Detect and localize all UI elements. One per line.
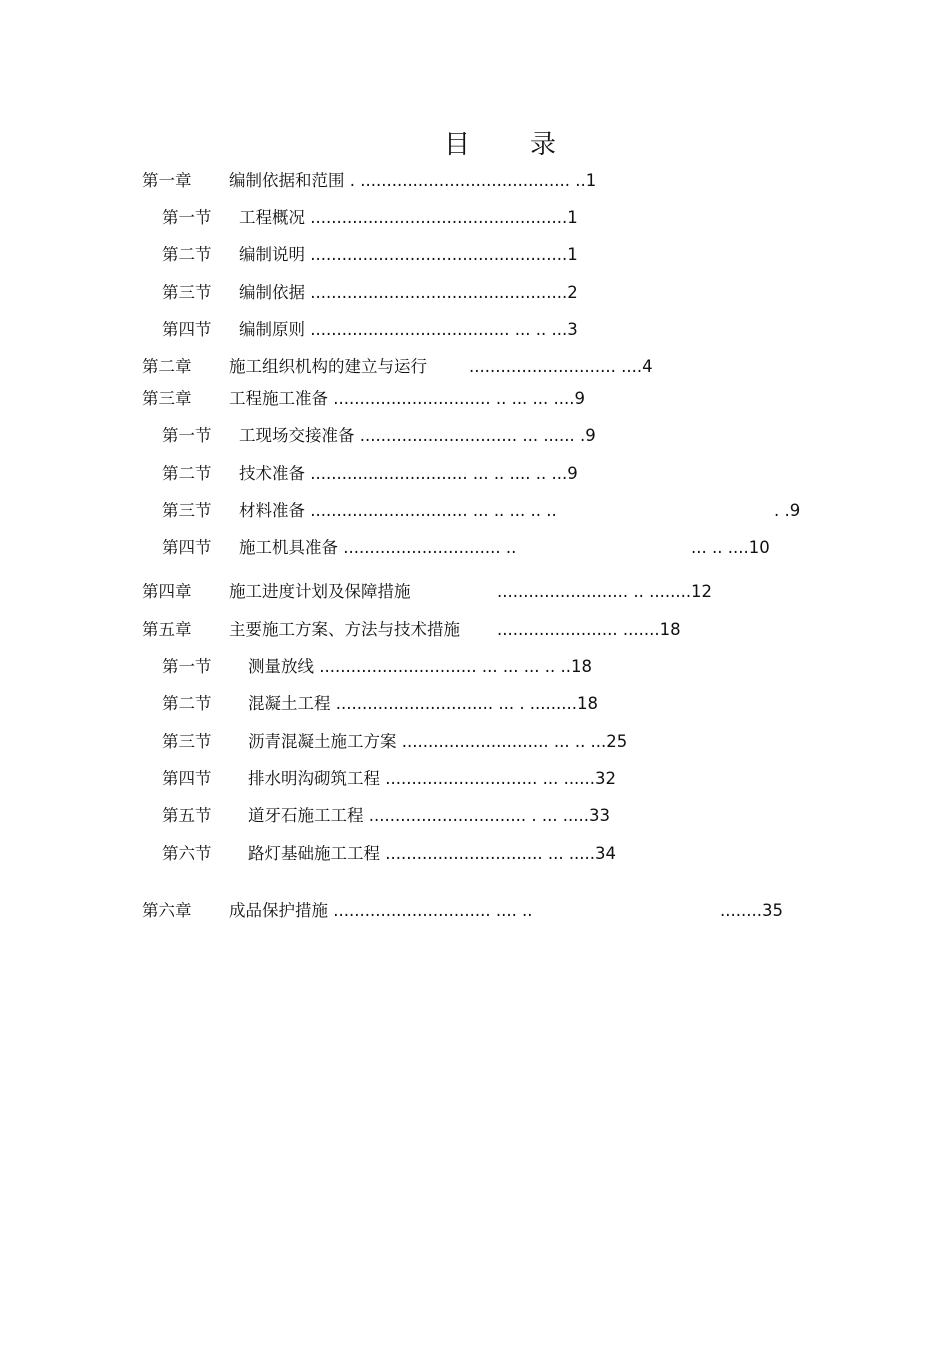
entry-label: 第一节 xyxy=(162,208,212,227)
entry-text: 技术准备 .............................. ... .. .... .. ...9 xyxy=(239,464,578,483)
entry-dots-page: ........35 xyxy=(720,901,783,920)
entry-text: 材料准备 .............................. ... .. ... .. .. xyxy=(239,501,557,520)
entry-dots-page: . .9 xyxy=(774,501,801,520)
entry-label: 第一章 xyxy=(142,171,192,190)
entry-text: 混凝土工程 .............................. ... . .........18 xyxy=(248,694,599,713)
entry-dots-page: ....................... .......18 xyxy=(497,620,681,639)
entry-label: 第五节 xyxy=(162,806,212,825)
entry-text: 沥青混凝土施工方案 ............................ ... .. ...25 xyxy=(248,732,628,751)
entry-label: 第三节 xyxy=(162,501,212,520)
entry-text: 施工机具准备 .............................. .. xyxy=(239,538,517,557)
entry-text: 工程概况 .................................................1 xyxy=(239,208,578,227)
entry-text: 工程施工准备 .............................. .. ... ... ....9 xyxy=(229,389,586,408)
entry-label: 第三节 xyxy=(162,283,212,302)
entry-label: 第一节 xyxy=(162,426,212,445)
entry-label: 第四节 xyxy=(162,320,212,339)
entry-text: 编制依据和范围 . ........................................ ..1 xyxy=(229,171,597,190)
entry-label: 第三节 xyxy=(162,732,212,751)
entry-text: 工现场交接准备 .............................. ... ...... .9 xyxy=(239,426,596,445)
entry-text: 施工进度计划及保障措施 xyxy=(229,582,411,601)
entry-text: 道牙石施工工程 .............................. . ... .....33 xyxy=(248,806,611,825)
entry-dots-page: ............................ ....4 xyxy=(469,357,653,376)
entry-text: 编制原则 ...................................... ... .. ...3 xyxy=(239,320,578,339)
page-title xyxy=(0,124,950,161)
entry-label: 第六节 xyxy=(162,844,212,863)
entry-text: 主要施工方案、方法与技术措施 xyxy=(229,620,460,639)
entry-label: 第二节 xyxy=(162,245,212,264)
entry-text: 编制依据 .................................................2 xyxy=(239,283,578,302)
entry-label: 第二节 xyxy=(162,464,212,483)
entry-label: 第二节 xyxy=(162,694,212,713)
entry-dots-page: ... .. ....10 xyxy=(691,538,770,557)
entry-text: 路灯基础施工工程 .............................. ... .....34 xyxy=(248,844,617,863)
entry-dots-page: ......................... .. ........12 xyxy=(497,582,713,601)
title-left-char: 目 xyxy=(443,130,470,160)
entry-label: 第三章 xyxy=(142,389,192,408)
entry-text: 测量放线 .............................. ... ... ... .. ..18 xyxy=(248,657,592,676)
entry-label: 第四章 xyxy=(142,582,192,601)
entry-label: 第二章 xyxy=(142,357,192,376)
entry-label: 第一节 xyxy=(162,657,212,676)
entry-text: 排水明沟砌筑工程 ............................. ... ......32 xyxy=(248,769,617,788)
entry-label: 第六章 xyxy=(142,901,192,920)
entry-text: 施工组织机构的建立与运行 xyxy=(229,357,427,376)
entry-label: 第四节 xyxy=(162,769,212,788)
entry-label: 第四节 xyxy=(162,538,212,557)
entry-text: 成品保护措施 .............................. .... .. xyxy=(229,901,533,920)
entry-text: 编制说明 .................................................1 xyxy=(239,245,578,264)
title-right-char: 录 xyxy=(530,130,557,160)
entry-label: 第五章 xyxy=(142,620,192,639)
